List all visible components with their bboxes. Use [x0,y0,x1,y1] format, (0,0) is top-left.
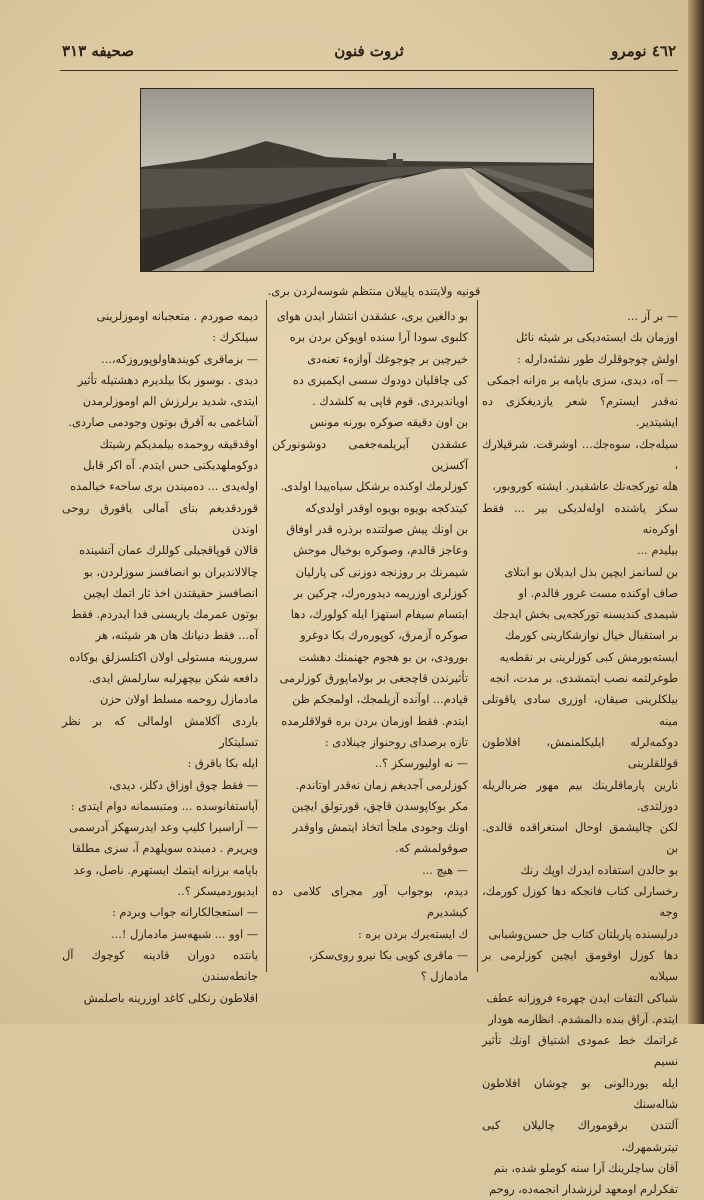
text-line: نه‌قدر ایسترم؟ شعر یازدیغکزی ده ایشیتدیر. [482,395,678,430]
text-line: کی چاقلیان دودوك سسی ایکمیزی ده [292,373,468,387]
text-line: — آراسیرا کلیپ وعد ایدرسهکز آدرسمی [69,821,258,835]
column-divider [266,300,267,972]
text-line: طوغرلتمه نصب ایتمشدی. بر مدت، انجه [489,672,678,686]
text-line: سیلکرك : [212,331,258,345]
text-line: مادمازل ؟ [420,970,468,984]
text-line: — بزماقری کویندهاولوپوروزکه،... [101,352,258,366]
text-line: غراتمك خط عمودی اشتیاق اونك تأثیر نسیم [482,1034,678,1069]
text-line: ویریرم . دمینده سویلهدم آ، سزی مطلقا [72,842,258,856]
text-column-right [482,306,678,1197]
book-gutter [688,0,704,1024]
text-line: قپادم... اوآنده آزیلمجك، اولمجکم ظن [292,693,468,707]
issue-number: ٤٦٢ نومرو [611,42,676,60]
text-line: ایدیوردمیسکز ؟.. [177,885,258,899]
text-line: اویاندیردی. قوم قاپی به کلشدك . [312,395,468,409]
text-line: سرورینه مستولی اولان اکتلسزلق بوکاده [69,650,258,664]
text-line: بر استقبال خیال نوازشکارینی کورمك [505,629,678,643]
text-line: — هیچ ... [422,863,468,877]
road-photograph-image [141,89,593,271]
text-line: ایتدم. فقط اوزمان بردن بره قولاقلرمده [281,714,468,728]
text-line: یانتده دوران قادینه کوچوك آل جانطه‌سندن [62,948,258,984]
text-line: باپامه برزانه ایتمك ایستهرم. ناصل، وعد [73,863,258,877]
text-line: آقان ساچلرینك آرا سنه کوملو شده، بنم [493,1161,678,1175]
text-line: صوکره آزمرق، کوپوره‌رك بکا دوغرو [300,629,468,643]
text-line: ك ایسته‌یرك بردن بره : [358,927,468,941]
text-line: آشاغمی به آقرق بوتون وجودمی صاردی. [68,416,258,430]
page-header [62,42,676,66]
text-line: بو دالغین یری، عشقدن انتشار ایدن هوای [276,310,468,323]
text-line: بن اون دقیقه صوکره بورنه مونس [309,416,468,430]
text-line: آه... فقط دنیانك هان هر شیئنه، هر [95,629,258,643]
text-line: لکن چالیشمق اوحال استغراقده قالدی. بن [482,821,678,856]
text-line: کیتدکجه بویوه بویوه اوقدر اولدی‌که [305,501,468,515]
text-line: بن اونك پیش صولتنده برذره قدر اوفاق [286,522,468,536]
header-rule [60,70,678,71]
text-line: ایله یوردالونی بو چوشان افلاطون شاله‌سنك [482,1076,678,1111]
text-line: اوله‌یدی ... ده‌میندن بری ساحهء خیالمده [70,480,258,494]
text-line: بن لسانمز ایچین بذل ایدیلان بو ابتلای [504,565,678,579]
text-line: افلاطون رنکلی کاغد اوزرینه باصلمش [83,991,258,1005]
column-divider [477,300,478,972]
text-line: آپاستفانوسده ... ومتبسمانه دوام ایتدی : [70,799,258,813]
text-line: — نه اولیورسکز ؟.. [374,757,468,771]
text-line: شباکی التفات ایدن چهره‌ء فروزانه عطف [486,991,678,1005]
text-line: سکز یاشنده اوله‌لدیکی بیر ... فقط اوکره‌نه [482,501,678,536]
text-line: کوزلری اوزریمه دیدوره‌رك، چرکین بر [293,586,468,600]
text-line: — آه، دیدی، سزی باپامه بر ه‌زانه اجمکی [487,373,678,387]
text-line: شیمدی کندیسنه تورکجه‌یی بخش ایدجك [492,608,678,622]
text-line: ابتسام سیفام استهزا ایله کولورك، دها [290,608,468,622]
journal-title: ثروت فنون [334,42,404,60]
text-line: سیله‌جك، سوه‌جك... اوشرقت. شرقیلارك ، [482,437,678,473]
text-line: — فقط چوق اوزاق دکلز، دیدی، [108,778,258,792]
text-line: هله تورکجه‌نك عاشقیدر. ایشته کوروبور، [492,480,678,494]
text-line: قوردقدیغم بنای آمالی یاقورق روحی اوندن [62,501,258,536]
text-line: بیلیدم ... [637,544,678,558]
text-column-middle [272,306,468,984]
text-line: دوکمه‌لرله ایلیکلمنمش، افلاطون قوللقلرینی [482,735,678,771]
text-line: — ماقری کویی بکا نیرو روی‌سکز، [308,948,468,962]
text-line: اولش چوجوقلرك طور نشئه‌دارله : [516,352,678,366]
text-line: ایتدی، شدید برلرزش الم اوموزلرمدن [82,395,258,409]
text-line: اوزمان بك ایسته‌دیكی بر شیئه نائل [515,331,678,345]
text-line: — اوو ... شبهه‌سز مادمازل !... [111,927,258,941]
text-line: مکر بوکاپوسدن قاچق، قورتولق ایچین [291,799,468,813]
text-line: وعاجز قالدم، وصوکره بوخیال موحش [293,544,468,558]
text-line: دافعه شکن بیچهرلبه سارلمش ایدی. [88,672,258,686]
text-line: تأثیرندن قاچجغی بر بولاماپورق کوزلرمی [279,672,468,686]
text-line: خیرچین بر چوجوغك آوازهء تعنه‌دی [307,352,468,366]
text-line: عشقدن آیریلمه‌جغمی دوشونورکن آکسزین [272,437,468,473]
text-line: ایتدم. آراق بنده دالمشدم. انظارمه هودار [488,1012,678,1026]
text-line: بورودی، بن بو هجوم جهنمنك دهشت [298,650,468,664]
text-line: قالان قوپاقجیلی کوللرك عمان آتشینده [78,544,258,558]
text-line: درلیسنده پاریلتان کتاب جل حسن‌وشبابی [488,927,678,941]
text-line: بو حالدن استفاده ایدرك اوپك رنك [520,863,678,877]
text-line: تفکرلرم اومعهد لرزشدار انجمه‌ده، روحم [489,1183,678,1197]
text-line: دیدم، بوجواب آور مجرای کلامی ده کیشدیرم [272,885,468,920]
text-line: اوقدقیقه روحمده بیلمدیکم رشیتك [99,437,258,451]
text-line: باردی آکلامش اولمالی که بر نظر تسلیتکار [62,714,258,749]
text-line: انصافسز حقیقتدن اخذ ثار اتمك ایچین [83,586,258,600]
page-number: صحیفه ٣١٣ [62,42,134,60]
text-line: کوزلرمك اوکنده برشکل سیاه‌ییدا اولدی. [280,480,468,494]
text-line: تازه برصدای روحنواز چینلادی : [324,735,468,749]
photo-caption: قونیه ولایتنده یاپیلان منتظم شوسه‌لردن بری. [267,284,481,298]
text-line: صوقولمشم که. [395,842,468,856]
text-line: مادمازل روحمه مسلط اولان حزن [100,693,258,707]
text-line: شیمرنك بر روزنجه دوزنی کی پارلیان [295,565,468,579]
text-line: چالالاندیران بو انصافسز سوزلردن، بو [83,565,258,579]
text-line: نارین پارماقلرینك بیم مهور ضربالریله دوزلتدی. [482,778,678,813]
text-line: ایسته‌بورمش کبی کوزلرینی بر نقطه‌یه [499,650,678,664]
text-column-left [62,306,258,1005]
text-line: آلتندن برقوموراك چالیلان کبی تیترشمهرك، [482,1119,678,1154]
text-line: کوزلرمی آجدیغم زمان نه‌قدر اوتاندم. [295,778,468,792]
text-line: دها کوزل اوقومق ایچین کوزلرمی بر سیلابه [482,948,678,984]
text-line: — بر آز ... [627,310,678,323]
text-line: دوکوملهدیکنی حس ایتدم. آه اکر قابل [83,459,258,473]
text-line: صاف اوکنده مست غرور قالدم. او [518,586,678,600]
text-line: بوتون عمرمك یاریسنی فدا ایدردم. فقط [71,608,258,622]
text-line: بیلکلرینی صیقان، اوزری سادی یاقوتلی مینه [482,693,678,728]
text-line: رخسارلی کتاب فانجکه دها کوزل کورمك، وجه [482,885,678,920]
text-line: ایله بکا باقرق : [187,757,258,771]
text-line: دیدی . بوسوز بکا بیلدیرم دهشتیله تأثیر [77,373,258,387]
road-photograph [140,88,594,272]
text-line: — استعجالکارانه جواب وبردم : [111,906,258,920]
text-line: دیمه صوردم . متعجبانه اوموزلرینی [96,310,258,323]
text-line: اونك وجودی ملجأ اتخاذ ایتمش واوقدر [292,821,468,835]
text-line: کلبوی سودا آرا سنده اویوکن بردن بره [289,331,468,345]
